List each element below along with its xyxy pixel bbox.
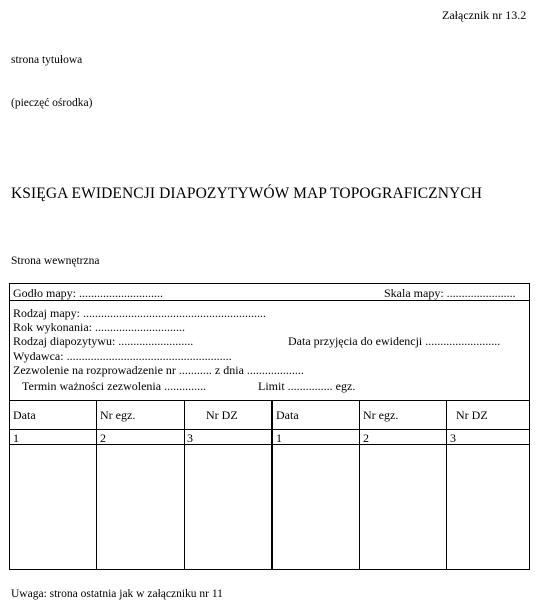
divider <box>10 400 529 401</box>
main-title: KSIĘGA EWIDENCJI DIAPOZYTYWÓW MAP TOPOGRAFICZNYCH <box>11 185 483 202</box>
column-divider <box>446 400 447 569</box>
column-header-copy-number: Nr egz. <box>363 408 399 422</box>
map-code-field: Godło mapy: ............................ <box>13 286 163 300</box>
column-divider <box>96 400 97 569</box>
stamp-label: (pieczęć ośrodka) <box>11 97 93 109</box>
column-divider <box>271 400 273 569</box>
divider <box>10 444 529 445</box>
column-number: 3 <box>187 431 193 445</box>
column-number: 2 <box>100 431 106 445</box>
column-number: 1 <box>276 431 282 445</box>
divider <box>10 429 529 430</box>
map-type-field: Rodzaj mapy: ............................................................. <box>13 306 266 320</box>
acceptance-date-field: Data przyjęcia do ewidencji ......................... <box>288 334 501 348</box>
limit-field: Limit ............... egz. <box>258 379 356 393</box>
column-divider <box>359 400 360 569</box>
record-form <box>9 283 530 570</box>
column-number: 1 <box>13 431 19 445</box>
column-divider <box>184 400 185 569</box>
footer-note: Uwaga: strona ostatnia jak w załączniku nr 11 <box>11 588 223 600</box>
column-header-dz-number: Nr DZ <box>456 408 488 422</box>
column-header-date: Data <box>276 408 299 422</box>
inner-page-label: Strona wewnętrzna <box>11 255 100 267</box>
publisher-field: Wydawca: ....................................................... <box>13 349 232 363</box>
title-page-label: strona tytułowa <box>11 54 83 66</box>
divider <box>10 300 529 301</box>
column-number: 3 <box>450 431 456 445</box>
column-header-copy-number: Nr egz. <box>100 408 136 422</box>
map-scale-field: Skala mapy: ....................... <box>384 286 516 300</box>
column-header-date: Data <box>13 408 36 422</box>
year-field: Rok wykonania: .............................. <box>13 320 185 334</box>
annex-label: Załącznik nr 13.2 <box>442 8 527 22</box>
distribution-permit-field: Zezwolenie na rozprowadzenie nr ........... z dnia ................... <box>13 363 304 377</box>
permit-validity-field: Termin ważności zezwolenia .............. <box>22 379 207 393</box>
column-header-dz-number: Nr DZ <box>206 408 238 422</box>
diapositive-type-field: Rodzaj diapozytywu: ......................... <box>13 334 194 348</box>
column-number: 2 <box>363 431 369 445</box>
